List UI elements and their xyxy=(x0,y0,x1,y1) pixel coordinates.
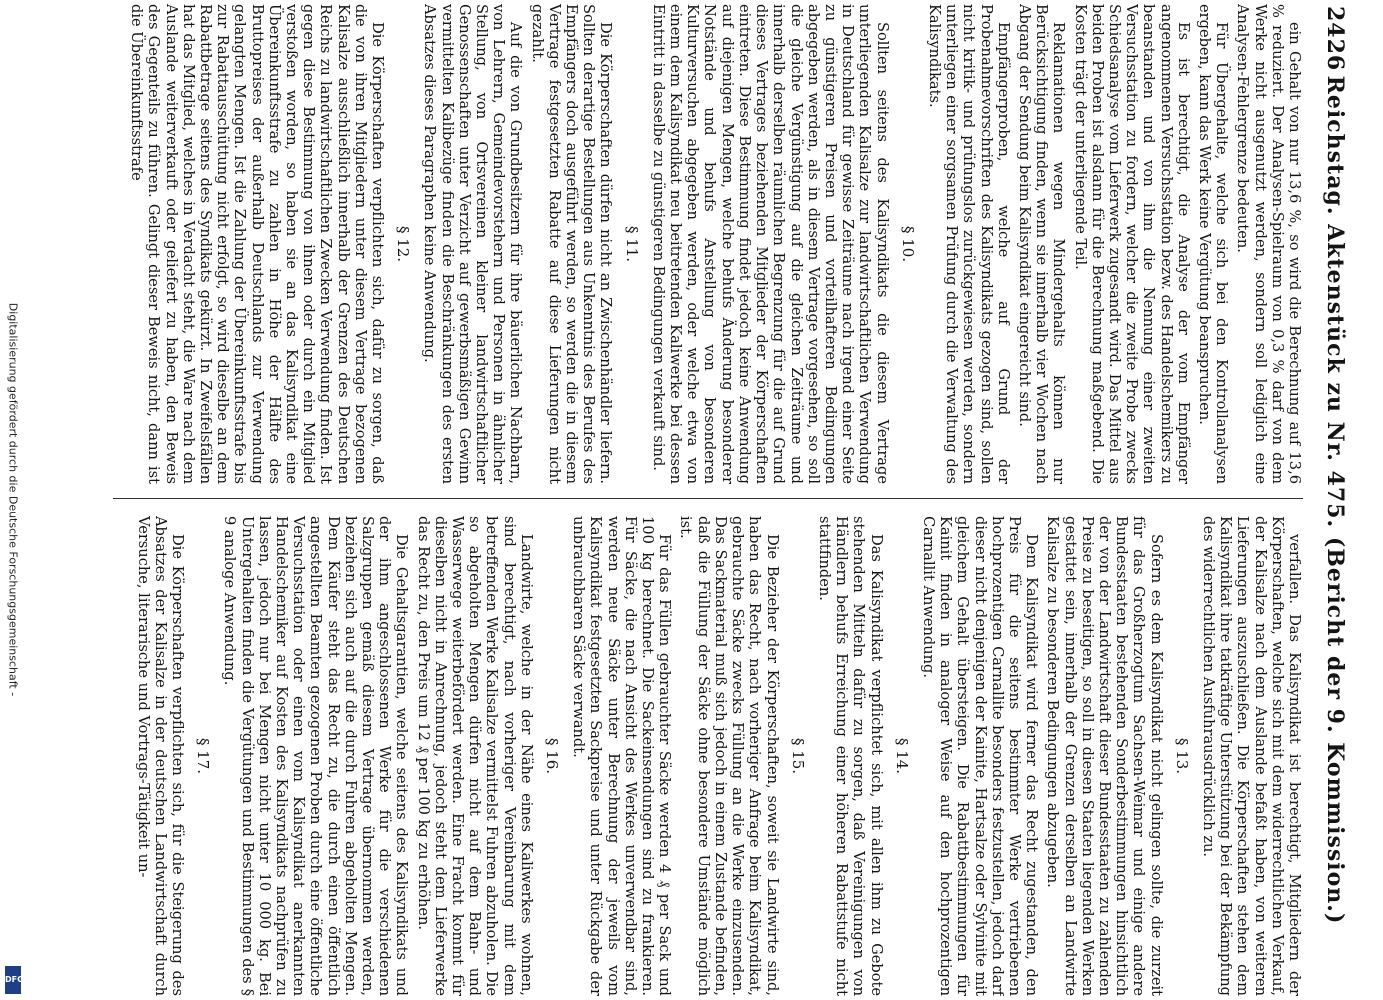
paragraph: Das Kalisyndikat verpflichtet sich, mit allen ihm zu Gebote stehenden Mitteln dafür zu sorgen, daß Vereinigungen von Händlern behufs Erreichung einer höheren Rabattstufe nicht stattfinden. xyxy=(815,516,885,996)
page-header xyxy=(1315,0,1348,1000)
section-heading: § 17. xyxy=(194,737,213,775)
paragraph: ein Gehalt von nur 13,6 %, so wird die Berechnung auf 13,6 % reduziert. Der Analysen-Spielraum von 0,3 % darf von dem Werke nicht ausgenutzt werden, sondern soll lediglich eine Analysen-Fehlergrenze bedeuten. xyxy=(1234,4,1303,484)
right-column xyxy=(113,516,1303,996)
column-divider xyxy=(113,498,1303,499)
section-heading: § 14. xyxy=(892,737,911,775)
paragraph: Sofern es dem Kalisyndikat nicht gelingen sollte, die zurzeit für das Großherzogtum Sachsen-Weimar und einige andere Bundesstaaten bestehenden Sonderbestimmungen hinsichtlich der von der Landwirtschaft dieser Bundesstaaten zu zahlenden Preise zu beseitigen, so soll in diesen Staaten liegenden Werken gestattet sein, innerhalb der Grenzen derselben an Landwirte Kalisalze zu besonderen Bedingungen abzugeben. xyxy=(1044,516,1165,996)
paragraph: Die Gehaltsgarantien, welche seitens des Kalisyndikats und der ihm angeschlossenen Werke für die verschiedenen Salzgruppen gemäß diesem Vertrage übernommen werden, beziehen sich auch auf die durch Fuhren abgeholten Mengen. Dem Käufer steht das Recht zu, die durch einen öffentlich angestellten Beamten gezogenen Proben durch eine öffentliche Versuchsstation oder einen vom Kalisyndikat anerkannten Handelschemiker auf Kosten des Kalisyndikats nachprüfen zu lassen, jedoch nur bei Mengen nicht unter 10 000 kg. Bei Untergehalten finden die Vergütungen und Bestimmungen des § 9 analoge Anwendung. xyxy=(221,516,411,996)
paragraph: Landwirte, welche in der Nähe eines Kaliwerkes wohnen, sind berechtigt, nach vorheriger Vereinbarung mit dem betreffenden Werke Kalisalze vermittelst Fuhren abzuholen. Die so abgeholten Mengen dürfen nicht auf dem Bahn- und Wasserwege weiterbefördert werden. Eine Fracht kommt für dieselben nicht in Anrechnung, jedoch steht dem Lieferwerke das Recht zu, den Preis um 12 ₰ per 100 kg zu erhöhen. xyxy=(414,516,535,996)
section-heading: § 10. xyxy=(898,225,917,263)
paragraph: Die Bezieher der Körperschaften, soweit sie Landwirte sind, haben das Recht, nach vorheriger Anfrage beim Kalisyndikat, gebrauchte Säcke zwecks Füllung an die Werke einzusenden. Das Sackmaterial muß sich jedoch in einem Zustande befinden, daß die Füllung der Säcke ohne besondere Umstände möglich ist. xyxy=(677,516,781,996)
dfg-logo: DFG xyxy=(5,966,21,994)
paragraph: Für Übergehalte, welche sich bei den Kontrollanalysen ergeben, kann das Werk keine Vergütung beanspruchen. xyxy=(1195,4,1231,484)
paragraph: Die Körperschaften verpflichten sich, für die Steigerung des Absatzes der Kalisalze in der deutschen Landwirtschaft durch Versuche, literarische und Vortrags-Tätigkeit un- xyxy=(134,516,187,996)
page-number: 2426 xyxy=(1322,6,1348,72)
digitization-credit-strip xyxy=(0,0,26,1000)
paragraph: Reklamationen wegen Mindergehalts können nur Berücksichtigung finden, wenn sie innerhalb vier Wochen nach Abgang der Sendung beim Kalisyndikat eingereicht sind. xyxy=(1015,4,1068,484)
paragraph: Empfängerproben, welche auf Grund der Probenahmevorschriften des Kalisyndikats gezogen sind, sollen nicht kritik- und prüfungslos zurückgewiesen werden, sondern unterliegen einer sorgsamen Prüfung durch die Verwaltung des Kalisyndikats. xyxy=(925,4,1012,484)
paragraph: Die Körperschaften verpflichten sich, dafür zu sorgen, daß die von ihren Mitgliedern unter diesem Vertrage bezogenen Kalisalze ausschließlich innerhalb der Grenzen des Deutschen Reichs zu landwirtschaftlichen Zwecken Verwendung finden. Ist gegen diese Bestimmung von ihnen oder durch ein Mitglied verstoßen worden, so haben sie an das Kalisyndikat eine Übereinkunftsstrafe zu zahlen in Höhe der Hälfte des Bruttopreises der außerhalb Deutschlands zur Verwendung gelangten Mengen. Ist die Zahlung der Übereinkunftsstrafe bis zur Rabattausschüttung nicht erfolgt, so wird dieselbe an dem Rabattbetrage seitens des Syndikats gekürzt. In Zweifelsfällen hat das Mitglied, welches in Verdacht steht, die Ware nach dem Auslande weiterverkauft oder geliefert zu haben, den Beweis des Gegenteils zu führen. Gelingt dieser Beweis nicht, dann ist die Übereinkunftsstrafe xyxy=(128,4,387,484)
paragraph: Für das Füllen gebrauchter Säcke werden 4 ₰ per Sack und 100 kg berechnet. Die Sackeinsendungen sind zu frankieren. Für Säcke, die nach Ansicht des Werkes unverwendbar sind, werden neue Säcke unter Berechnung der jeweils vom Kalisyndikat festgesetzten Sackpreise und unter Rückgabe der unbrauchbaren Säcke verwandt. xyxy=(570,516,674,996)
document-page-area xyxy=(70,0,1370,1000)
page-title: Reichstag. Aktenstück zu Nr. 475. (Bericht der 9. Kommission.) xyxy=(1322,75,1348,925)
left-column xyxy=(113,4,1303,484)
section-heading: § 16. xyxy=(543,737,562,775)
paragraph: Die Körperschaften dürfen nicht an Zwischenhändler liefern. Sollten derartige Bestellungen aus Unkenntnis des Berufes des Empfängers doch ausgeführt werden, so werden die in diesem Vertrage festgesetzten Rabatte auf diese Lieferungen nicht gezahlt. xyxy=(528,4,615,484)
section-heading: § 11. xyxy=(622,225,641,263)
digitization-credit: Digitalisierung gefördert durch die Deutsche Forschungsgemeinschaft - xyxy=(6,302,20,697)
paragraph: Dem Kalisyndikat wird ferner das Recht zugestanden, den Preis für die seitens bestimmter Werke vertriebenen hochprozentigen Carnallite besonders festzustellen, jedoch darf dieser nicht denjenigen der Kainite, Hartsalze oder Sylvinite mit gleichem Gehalt übersteigen. Die Rabattbestimmungen für Kainit finden in analoger Weise auf den hochprozentigen Carnallit Anwendung. xyxy=(919,516,1041,996)
paragraph: Auf die von Grundbesitzern für ihre bäuerlichen Nachbarn, von Lehrern, Gemeindevorstehern und Personen in ähnlicher Stellung, von Ortsvereinen kleiner landwirtschaftlicher Genossenschaften unter Verzicht auf gewerbsmäßigen Gewinn vermittelten Kalibezüge finden die Beschränkungen des ersten Absatzes dieses Paragraphen keine Anwendung. xyxy=(421,4,525,484)
paragraph: Es ist berechtigt, die Analyse der vom Empfänger angenommenen Versuchsstation bezw. des Handelschemikers zu beanstanden und von ihm die Nennung einer zweiten Versuchsstation zu fordern, welcher die zweite Probe zwecks Schiedsanalyse vom Lieferwerk zugesandt wird. Das Mittel aus beiden Proben ist alsdann für die Berechnung maßgebend. Die Kosten trägt der unterliegende Teil. xyxy=(1071,4,1192,484)
section-heading: § 15. xyxy=(788,737,807,775)
section-heading: § 13. xyxy=(1172,737,1191,775)
paragraph: verfallen. Das Kalisyndikat ist berechtigt, Mitgliedern der Körperschaften, welche sich mit dem widerrechtlichen Verkauf, der Kalisalze nach dem Auslande befaßt haben, von weiteren Lieferungen auszuschließen. Die Körperschaften stehen dem Kalisyndikat ihre tatkräftige Unterstützung bei der Bekämpfung des widerrechtlichen Ausfuhrausdrücklich zu. xyxy=(1199,516,1303,996)
paragraph: Sollten seitens des Kalisyndikats die diesem Vertrage unterliegenden Kalisalze zur landwirtschaftlichen Verwendung in Deutschland für gewisse Zeiträume nach irgend einer Seite zu günstigeren Preisen und vorteilhafteren Bedingungen abgegeben werden, als in diesem Vertrage vorgesehen, so soll die gleiche Vergünstigung auf die gleichen Zeiträume und innerhalb derselben räumlichen Begrenzung für die auf Grund dieses Vertrages beziehenden Mitglieder der Körperschaften eintreten. Diese Bestimmung findet jedoch keine Anwendung auf diejenigen Mengen, welche behufs Änderung besonderer Notstände und behufs Anstellung von besonderen Kulturversuchen abgegeben werden, oder welche etwa von einem dem Kalisyndikat neu beitretenden Kaliwerke bei dessen Eintritt in dasselbe zu günstigeren Bedingungen verkauft sind. xyxy=(649,4,891,484)
rotated-page xyxy=(95,0,1348,1000)
section-heading: § 12. xyxy=(394,225,413,263)
